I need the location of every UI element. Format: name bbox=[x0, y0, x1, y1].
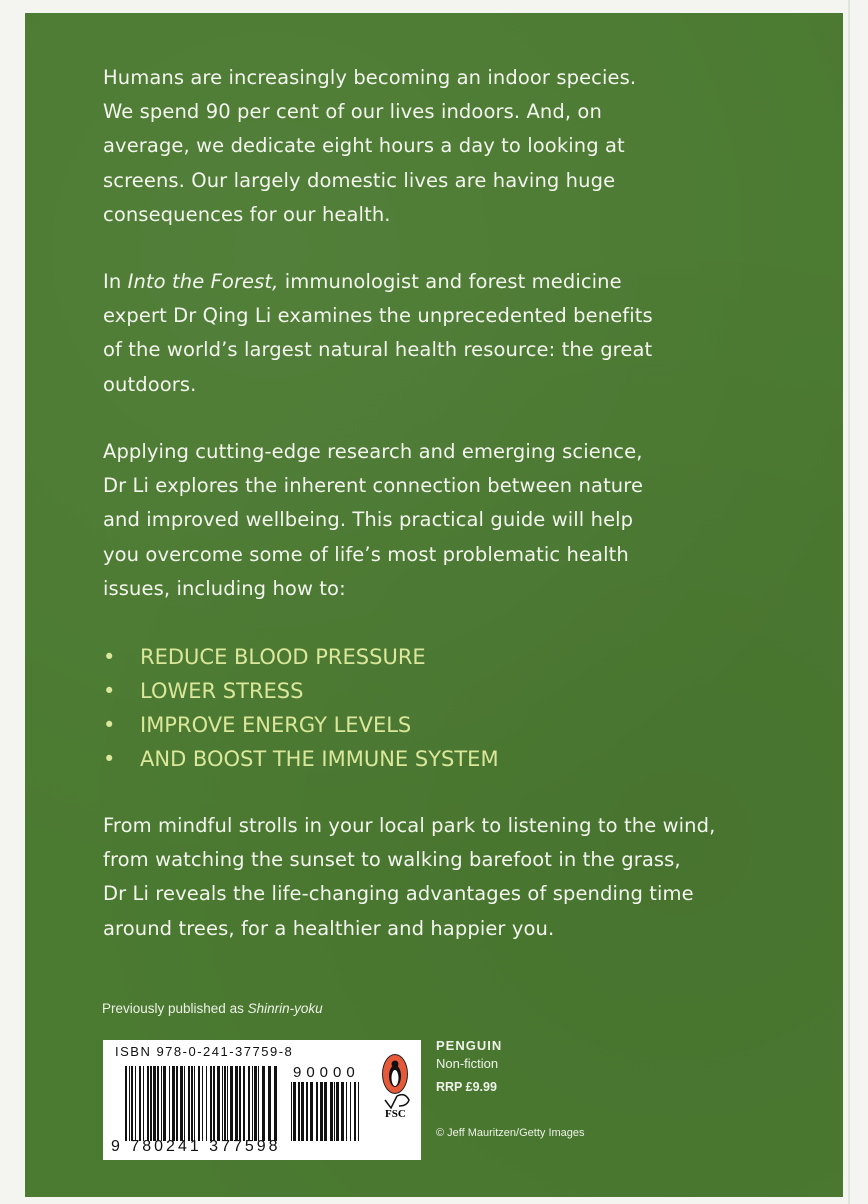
barcode-bar bbox=[248, 1066, 250, 1141]
barcode-bar bbox=[153, 1066, 156, 1141]
barcode-bar bbox=[150, 1066, 152, 1141]
penguin-logo-icon bbox=[382, 1054, 408, 1094]
barcode-bar bbox=[254, 1066, 257, 1141]
text-line: From mindful strolls in your local park to listening to the wind, bbox=[103, 814, 716, 837]
text-line bbox=[103, 265, 653, 299]
barcode-bar bbox=[334, 1082, 335, 1141]
text-line: Dr Li explores the inherent connection between nature bbox=[103, 474, 644, 498]
price: RRP £9.99 bbox=[436, 1080, 497, 1094]
bullet-icon: • bbox=[103, 713, 116, 737]
barcode-bar bbox=[129, 1066, 130, 1141]
barcode-bar bbox=[258, 1066, 259, 1141]
bullet-icon: • bbox=[103, 679, 116, 703]
paragraph-2 bbox=[103, 265, 653, 402]
barcode-digits: 9 780241 377598 bbox=[111, 1138, 281, 1155]
paragraph-3 bbox=[103, 435, 643, 606]
barcode-bar bbox=[222, 1066, 223, 1141]
bullet-icon: • bbox=[103, 645, 116, 669]
text-line: consequences for our health. bbox=[103, 202, 391, 226]
barcode-bar bbox=[320, 1082, 323, 1141]
isbn-text: ISBN 978-0-241-37759-8 bbox=[115, 1044, 294, 1059]
barcode-bar bbox=[172, 1066, 175, 1141]
barcode-bar bbox=[330, 1082, 333, 1141]
barcode-bar bbox=[336, 1082, 339, 1141]
addon-digits: 90000 bbox=[293, 1064, 360, 1081]
barcode-bar bbox=[184, 1066, 185, 1141]
bullet-text: REDUCE BLOOD PRESSURE bbox=[140, 645, 426, 669]
bullet-item bbox=[103, 640, 499, 674]
barcode-bar bbox=[274, 1066, 277, 1141]
barcode-bar bbox=[143, 1066, 144, 1141]
barcode-bar bbox=[301, 1082, 304, 1141]
publisher: PENGUIN bbox=[436, 1038, 503, 1053]
barcode-bar bbox=[252, 1066, 253, 1141]
barcode-bar bbox=[198, 1066, 200, 1141]
barcode-bar bbox=[169, 1066, 170, 1141]
barcode-bar bbox=[125, 1066, 127, 1141]
barcode-bar bbox=[346, 1082, 347, 1141]
text: immunologist and forest medicine bbox=[284, 270, 622, 293]
barcode-bar bbox=[239, 1066, 241, 1141]
barcode-bar bbox=[230, 1066, 233, 1141]
barcode-bar bbox=[227, 1066, 228, 1141]
text: In bbox=[103, 270, 128, 293]
bullet-text: IMPROVE ENERGY LEVELS bbox=[140, 713, 412, 737]
bullet-icon: • bbox=[103, 747, 116, 771]
barcode-bar bbox=[341, 1082, 344, 1141]
text-line: you overcome some of life’s most problematic health bbox=[103, 542, 629, 566]
text-line: We spend 90 per cent of our lives indoors. And, on bbox=[103, 100, 602, 124]
text-line: of the world’s largest natural health resource: the great bbox=[103, 338, 653, 362]
barcode-bar bbox=[243, 1066, 245, 1141]
photo-credit: © Jeff Mauritzen/Getty Images bbox=[436, 1127, 585, 1139]
text-line: around trees, for a healthier and happier you. bbox=[103, 916, 555, 940]
bullet-list bbox=[103, 640, 499, 776]
book-title: Into the Forest, bbox=[127, 270, 279, 293]
barcode-bar bbox=[157, 1066, 159, 1141]
text-line: screens. Our largely domestic lives are having huge bbox=[103, 168, 616, 192]
text-line: average, we dedicate eight hours a day to looking at bbox=[103, 134, 625, 158]
barcode-bar bbox=[161, 1066, 162, 1141]
barcode-bar bbox=[324, 1082, 327, 1141]
previous-title: Shinrin-yoku bbox=[247, 1001, 323, 1016]
barcode-bar bbox=[298, 1082, 300, 1141]
bullet-text: LOWER STRESS bbox=[140, 679, 304, 703]
fsc-label: FSC bbox=[385, 1108, 406, 1120]
bullet-item bbox=[103, 708, 499, 742]
text-line: and improved wellbeing. This practical guide will help bbox=[103, 508, 634, 532]
barcode-bar bbox=[310, 1082, 313, 1141]
text-line: Applying cutting-edge research and emerging science, bbox=[103, 440, 643, 463]
barcode-bar bbox=[217, 1066, 220, 1141]
bullet-text: AND BOOST THE IMMUNE SYSTEM bbox=[140, 747, 499, 771]
barcode-bar bbox=[191, 1066, 193, 1141]
text-line: from watching the sunset to walking barefoot in the grass, bbox=[103, 848, 681, 872]
text-line: Humans are increasingly becoming an indoor species. bbox=[103, 66, 637, 89]
page-edge bbox=[848, 0, 850, 1204]
barcode-bar bbox=[194, 1066, 195, 1141]
barcode-bar bbox=[176, 1066, 178, 1141]
barcode-bar bbox=[147, 1066, 149, 1141]
barcode-bar bbox=[354, 1082, 356, 1141]
text: Previously published as bbox=[102, 1001, 248, 1016]
text-line: Dr Li reveals the life-changing advantages of spending time bbox=[103, 882, 694, 906]
barcode-bar bbox=[213, 1066, 215, 1141]
paragraph-4 bbox=[103, 809, 715, 946]
text-line: outdoors. bbox=[103, 372, 197, 396]
barcode-bar bbox=[268, 1066, 271, 1141]
barcode-bar bbox=[202, 1066, 203, 1141]
barcode-bar bbox=[235, 1066, 238, 1141]
barcode-panel bbox=[103, 1040, 421, 1160]
previously-published bbox=[102, 1001, 323, 1016]
barcode-bar bbox=[350, 1082, 351, 1141]
barcode-bar bbox=[210, 1066, 212, 1141]
bullet-item bbox=[103, 674, 499, 708]
barcode-bar bbox=[316, 1082, 318, 1141]
text-line: issues, including how to: bbox=[103, 576, 346, 600]
barcode-bar bbox=[180, 1066, 183, 1141]
bullet-item bbox=[103, 742, 499, 776]
barcode-bar bbox=[224, 1066, 226, 1141]
barcode-bar bbox=[139, 1066, 141, 1141]
barcode-bar bbox=[163, 1066, 166, 1141]
fsc-tree-icon bbox=[383, 1090, 413, 1110]
barcode-bar bbox=[291, 1082, 292, 1141]
barcode-bar bbox=[358, 1082, 359, 1141]
text-line: expert Dr Qing Li examines the unprecedented benefits bbox=[103, 304, 653, 328]
barcode-bar bbox=[135, 1066, 136, 1141]
paragraph-1 bbox=[103, 61, 636, 232]
barcode-bar bbox=[262, 1066, 265, 1141]
barcode-bar bbox=[131, 1066, 133, 1141]
barcode-bar bbox=[293, 1082, 296, 1141]
category: Non-fiction bbox=[436, 1056, 499, 1071]
barcode-bar bbox=[188, 1066, 190, 1141]
barcode-bar bbox=[206, 1066, 207, 1141]
barcode-bar bbox=[306, 1082, 308, 1141]
